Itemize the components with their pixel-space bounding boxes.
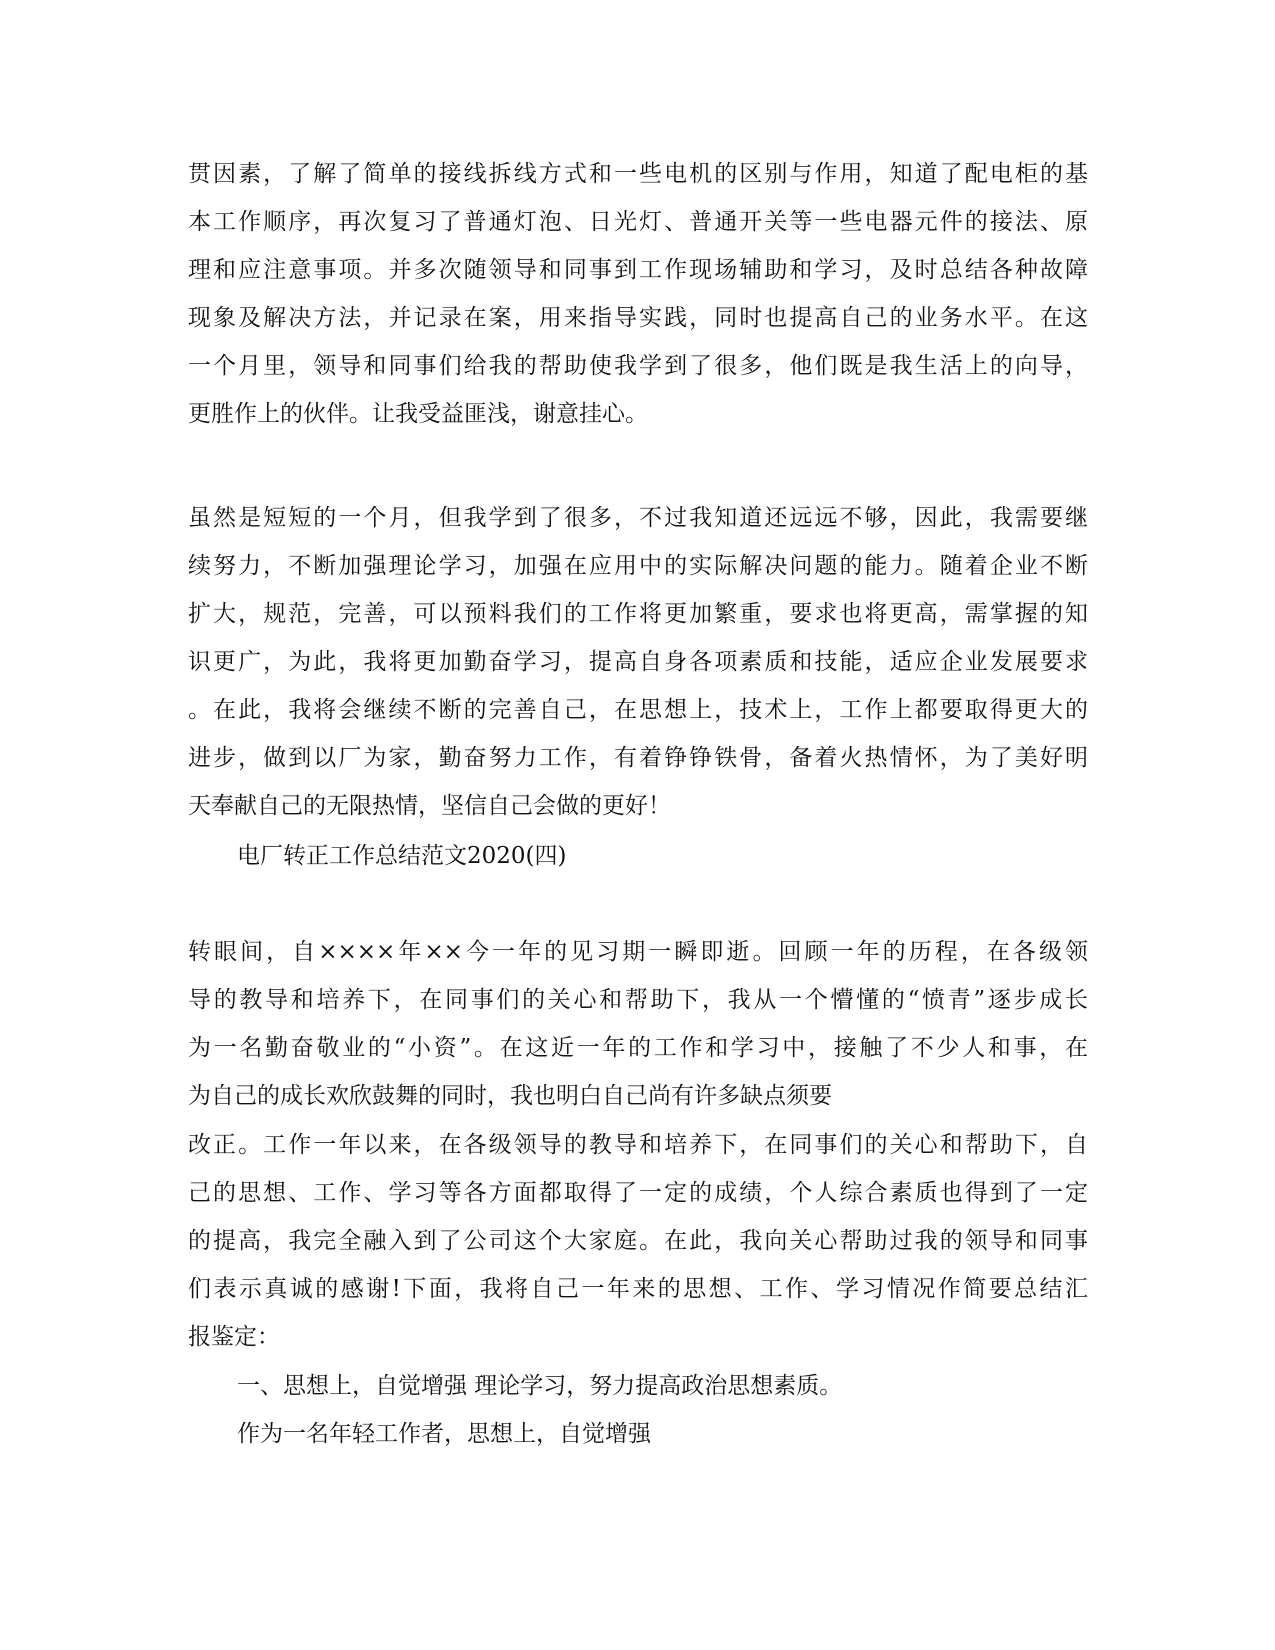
paragraph-line: 。在此，我将会继续不断的完善自己，在思想上，技术上，工作上都要取得更大的: [188, 697, 1088, 723]
paragraph-year-review: [188, 928, 1088, 1120]
paragraph-line: 改正。工作一年以来，在各级领导的教导和培养下，在同事们的关心和帮助下，自: [188, 1132, 1088, 1158]
paragraph-line: 一个月里，领导和同事们给我的帮助使我学到了很多，他们既是我生活上的向导，: [188, 353, 1088, 379]
paragraph-electrical-learning: [188, 150, 1088, 438]
section-heading: 电厂转正工作总结范文2020(四): [237, 843, 567, 869]
paragraph-line: 报鉴定：: [188, 1324, 280, 1350]
paragraph-line: 为一名勤奋敬业的“小资”。在这近一年的工作和学习中，接触了不少人和事，在: [188, 1035, 1088, 1061]
paragraph-thanks: [188, 1121, 1088, 1361]
paragraph-line: 本工作顺序，再次复习了普通灯泡、日光灯、普通开关等一些电器元件的接法、原: [188, 209, 1088, 235]
section-one-title: 一、思想上，自觉增强 理论学习，努力提高政治思想素质。: [237, 1373, 843, 1399]
paragraph-line: 识更广，为此，我将更加勤奋学习，提高自身各项素质和技能，适应企业发展要求: [188, 649, 1088, 675]
paragraph-line: 们表示真诚的感谢!下面，我将自己一年来的思想、工作、学习情况作简要总结汇: [188, 1276, 1088, 1302]
paragraph-line: 天奉献自己的无限热情，坚信自己会做的更好！: [188, 793, 671, 819]
paragraph-line: 进步，做到以厂为家，勤奋努力工作，有着铮铮铁骨，备着火热情怀，为了美好明: [188, 745, 1088, 771]
paragraph-future-effort: [188, 494, 1088, 830]
paragraph-line: 贯因素，了解了简单的接线拆线方式和一些电机的区别与作用，知道了配电柜的基: [188, 161, 1088, 187]
section-one-text: 作为一名年轻工作者，思想上，自觉增强: [237, 1421, 651, 1447]
paragraph-line: 为自己的成长欢欣鼓舞的同时，我也明白自己尚有许多缺点须要: [188, 1083, 832, 1109]
paragraph-line: 的提高，我完全融入到了公司这个大家庭。在此，我向关心帮助过我的领导和同事: [188, 1228, 1088, 1254]
paragraph-line: 虽然是短短的一个月，但我学到了很多，不过我知道还远远不够，因此，我需要继: [188, 505, 1088, 531]
paragraph-line: 更胜作上的伙伴。让我受益匪浅，谢意挂心。: [188, 401, 648, 427]
paragraph-line: 现象及解决方法，并记录在案，用来指导实践，同时也提高自己的业务水平。在这: [188, 305, 1088, 331]
paragraph-line: 导的教导和培养下，在同事们的关心和帮助下，我从一个懵懂的“愤青”逐步成长: [188, 987, 1088, 1013]
paragraph-line: 己的思想、工作、学习等各方面都取得了一定的成绩，个人综合素质也得到了一定: [188, 1180, 1088, 1206]
paragraph-line: 续努力，不断加强理论学习，加强在应用中的实际解决问题的能力。随着企业不断: [188, 553, 1088, 579]
paragraph-line: 理和应注意事项。并多次随领导和同事到工作现场辅助和学习，及时总结各种故障: [188, 257, 1088, 283]
paragraph-line: 转眼间，自××××年××今一年的见习期一瞬即逝。回顾一年的历程，在各级领: [188, 939, 1088, 965]
paragraph-line: 扩大，规范，完善，可以预料我们的工作将更加繁重，要求也将更高，需掌握的知: [188, 601, 1088, 627]
